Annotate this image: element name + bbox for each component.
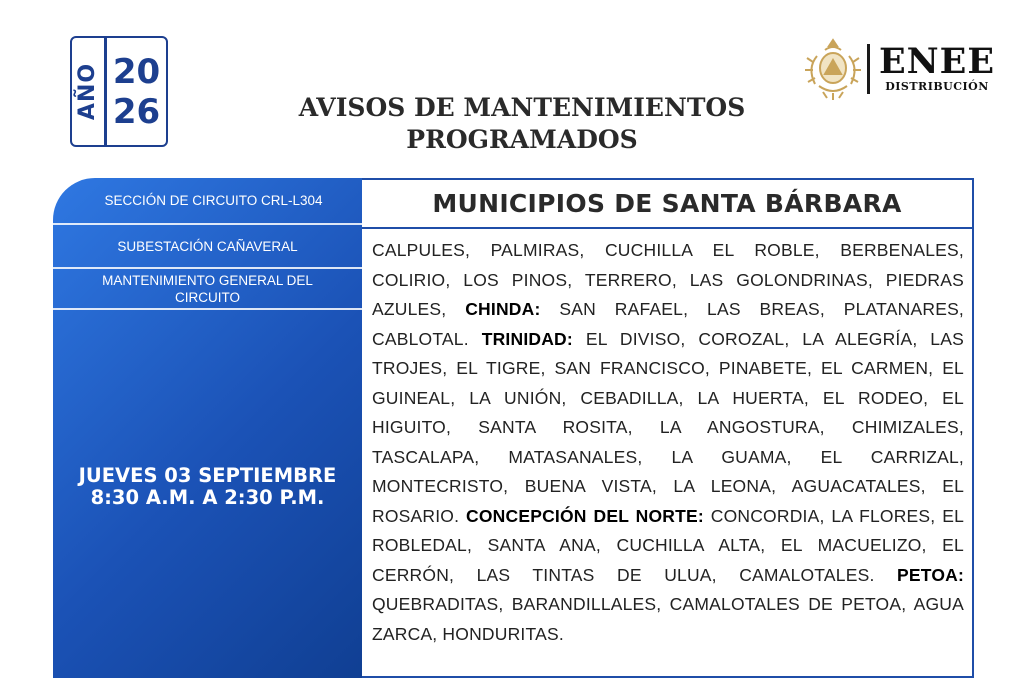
circuit-section: SECCIÓN DE CIRCUITO CRL-L304 (104, 193, 323, 208)
schedule-time: 8:30 A.M. A 2:30 P.M. (90, 486, 325, 509)
page-title-line-1: AVISOS DE MANTENIMIENTOS (298, 93, 746, 122)
municipality-name: PETOA: (897, 564, 964, 585)
municipality-name: CHINDA: (465, 299, 541, 319)
community-list: SAN RAFAEL, LAS BREAS, PLATANARES, CABLOTAL. (372, 299, 964, 349)
year-label: AÑO (75, 62, 101, 121)
logo-subtitle: DISTRIBUCIÓN (885, 80, 989, 93)
municipality-name: CONCEPCIÓN DEL NORTE: (466, 505, 704, 526)
year-word-box (72, 38, 107, 145)
municipalities-list (372, 236, 964, 649)
logo-divider (867, 44, 870, 94)
community-list: EL DIVISO, COROZAL, LA ALEGRÍA, LAS TROJES, EL TIGRE, SAN FRANCISCO, PINABETE, EL CARMEN, EL GUINEAL, LA UNIÓN, CEBADILLA, LA HUERTA, EL RODEO, EL HIGUITO, SANTA ROSITA, LA ANGOSTURA, CHIMIZALES, TASCALAPA, MATASANALES, LA GUAMA, EL CARRIZAL, MONTECRISTO, BUENA VISTA, LA LEONA, AGUACATALES, EL ROSARIO. (372, 328, 964, 526)
divider (53, 308, 362, 310)
schedule-datetime (53, 458, 362, 516)
coat-of-arms-icon (803, 36, 863, 102)
maintenance-type: MANTENIMIENTO GENERAL DEL CIRCUITO (102, 272, 313, 305)
municipalities-header: MUNICIPIOS DE SANTA BÁRBARA (362, 180, 972, 229)
year-digits (107, 38, 166, 145)
year-digits-bottom: 26 (112, 91, 161, 132)
page-title-line-2: PROGRAMADOS (406, 125, 638, 154)
page-title (262, 92, 782, 156)
year-badge (70, 36, 168, 147)
municipalities-panel (362, 178, 974, 678)
community-list: CALPULES, PALMIRAS, CUCHILLA EL ROBLE, BERBENALES, COLIRIO, LOS PINOS, TERRERO, LAS GOLONDRINAS, PIEDRAS AZULES, (372, 240, 964, 319)
year-digits-top: 20 (112, 51, 161, 92)
substation: SUBESTACIÓN CAÑAVERAL (117, 238, 298, 254)
municipality-name: TRINIDAD: (481, 328, 573, 349)
community-list: CONCORDIA, LA FLORES, EL ROBLEDAL, SANTA ANA, CUCHILLA ALTA, EL MACUELIZO, EL CERRÓN, LAS TINTAS DE ULUA, CAMALOTALES. (372, 505, 964, 585)
community-list: QUEBRADITAS, BARANDILLALES, CAMALOTALES DE PETOA, AGUA ZARCA, HONDURITAS. (372, 594, 964, 644)
enee-logo (876, 41, 998, 93)
schedule-panel (53, 178, 362, 678)
schedule-date: JUEVES 03 SEPTIEMBRE (78, 464, 337, 487)
logo-name: ENEE (878, 41, 996, 82)
